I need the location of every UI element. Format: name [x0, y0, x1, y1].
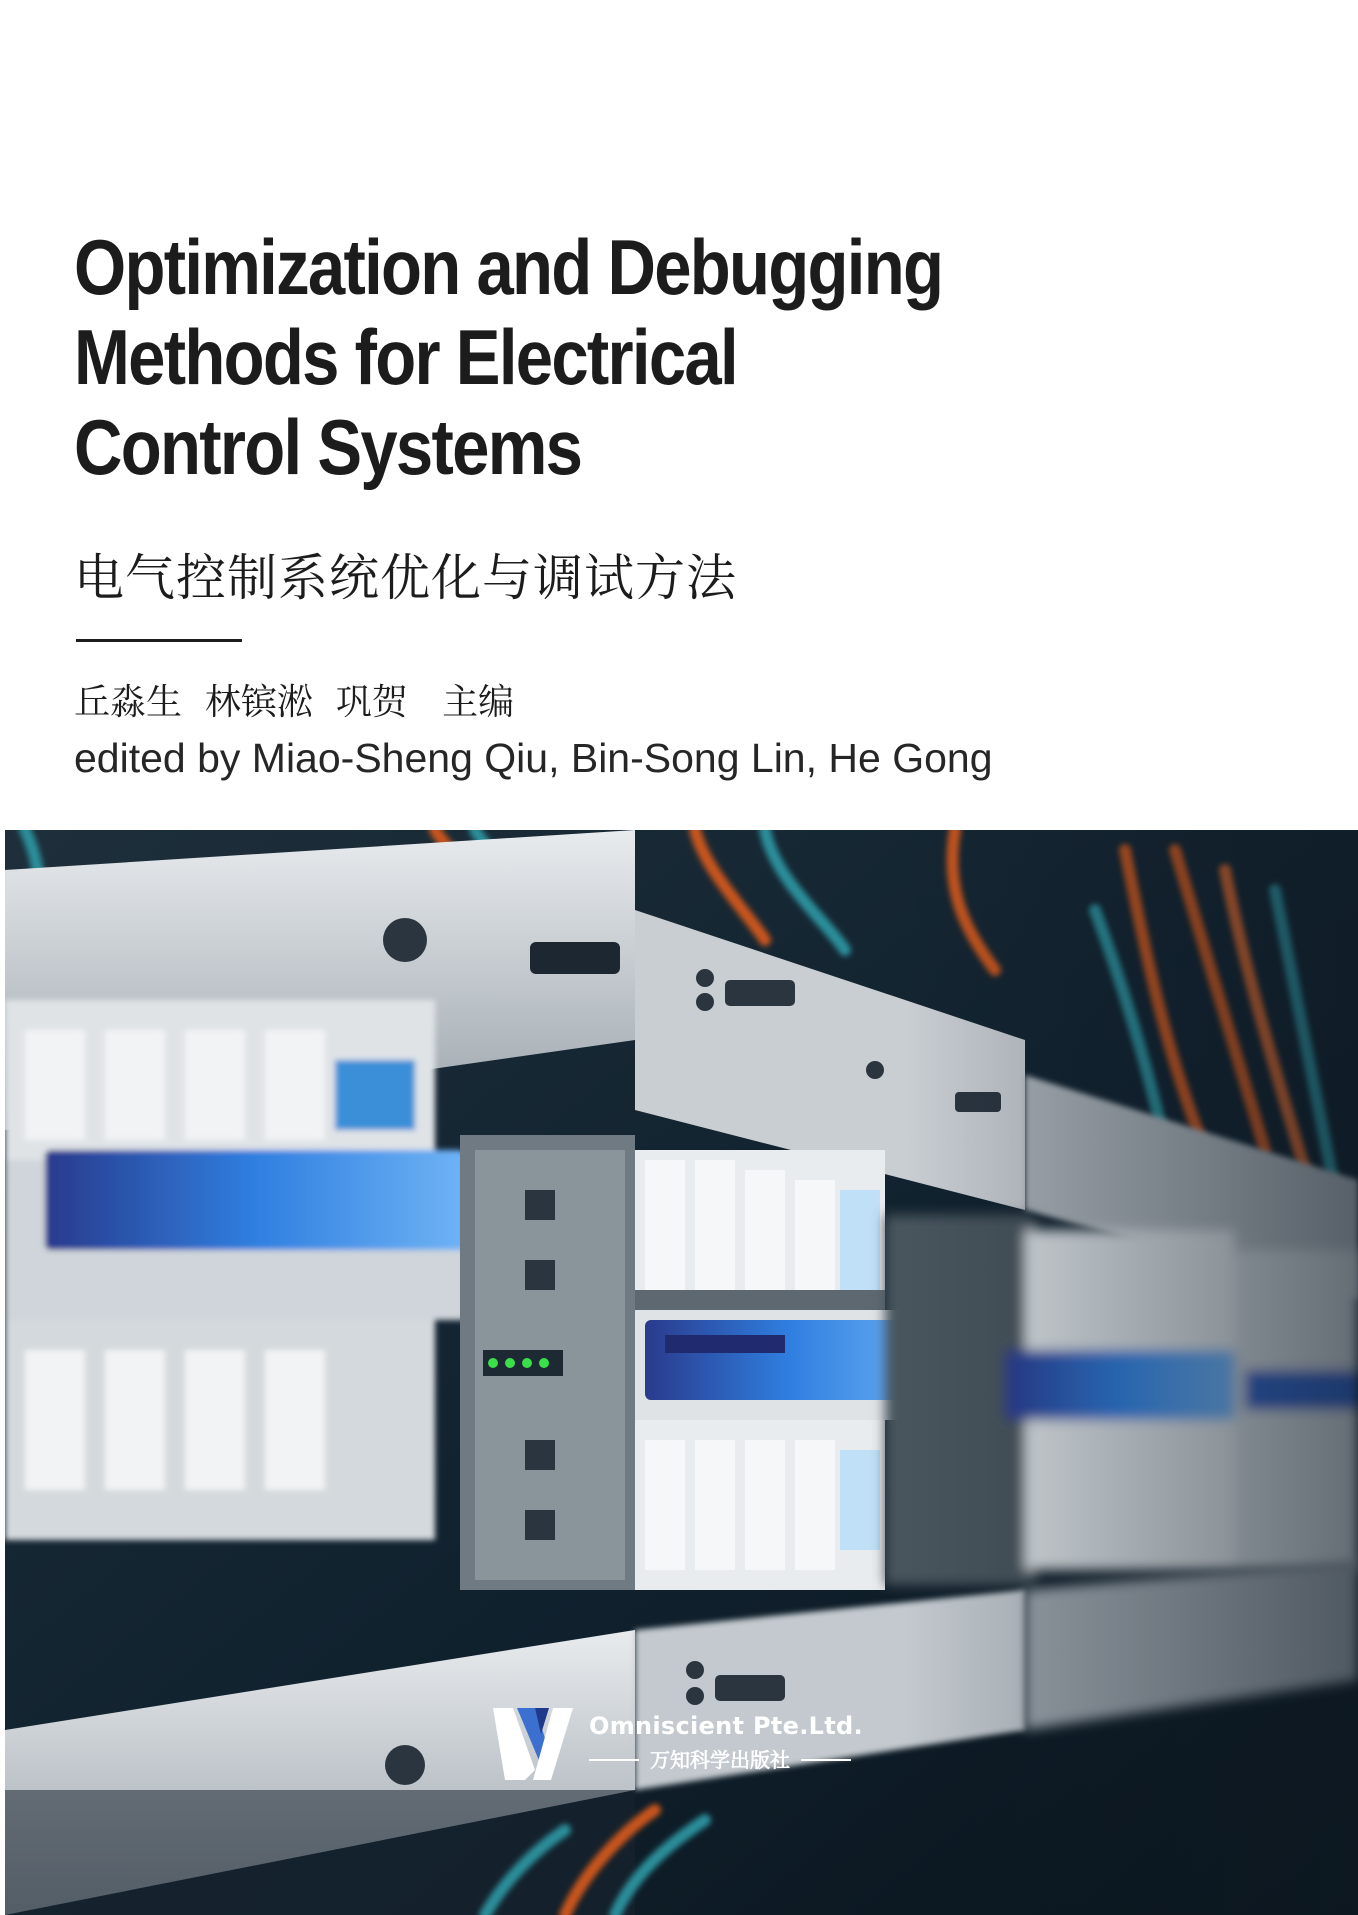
publisher-chinese-row — [589, 1746, 851, 1774]
publisher-line-right — [801, 1759, 851, 1761]
editors-chinese: 丘淼生 林镔淞 巩贺 主编 — [74, 682, 515, 723]
publisher-name: Omniscient Pte.Ltd. — [589, 1712, 863, 1740]
title-line-1: Optimization and Debugging — [74, 223, 943, 311]
w-letter-logo-icon — [491, 1704, 575, 1784]
book-title — [74, 222, 1020, 492]
cover-photo — [5, 830, 1358, 1915]
left-module-bank — [5, 1000, 465, 1540]
editors-english: edited by Miao-Sheng Qiu, Bin-Song Lin, He Gong — [74, 735, 993, 781]
center-breaker-module — [460, 1135, 943, 1590]
title-line-3: Control Systems — [74, 403, 582, 491]
publisher-line-left — [589, 1759, 639, 1761]
divider-rule — [76, 639, 242, 642]
publisher-name-chinese: 万知科学出版社 — [650, 1748, 790, 1772]
book-title-chinese: 电气控制系统优化与调试方法 — [74, 549, 737, 607]
title-line-2: Methods for Electrical — [74, 313, 737, 401]
publisher-block — [491, 1704, 863, 1784]
